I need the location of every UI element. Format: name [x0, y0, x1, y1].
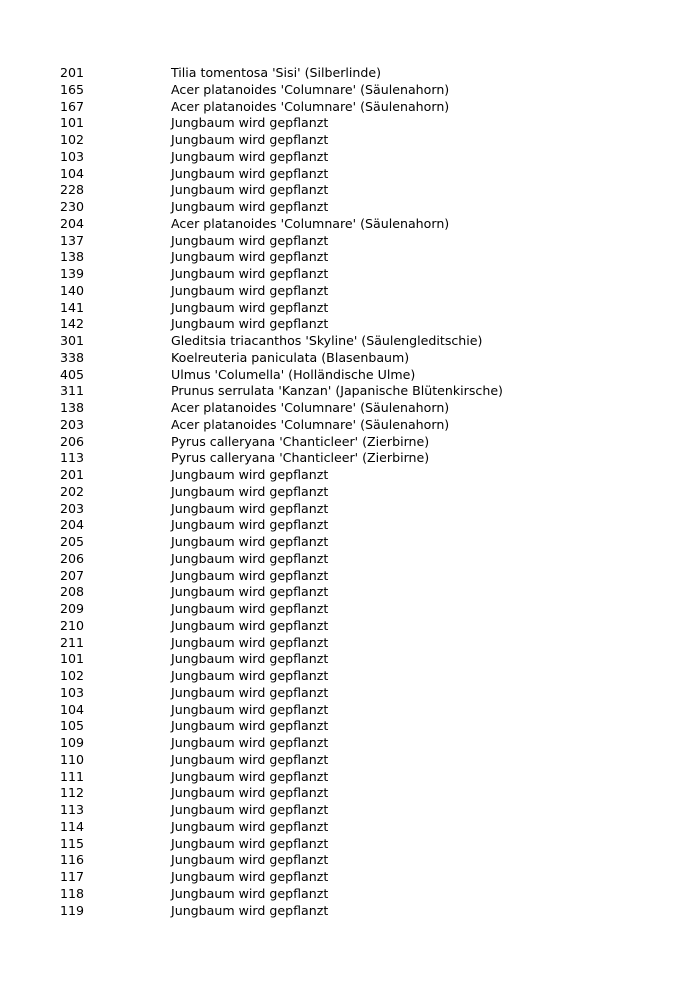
table-row: [60, 903, 503, 920]
tree-number: 206: [60, 433, 85, 449]
table-row: [60, 65, 503, 82]
tree-species: Jungbaum wird gepflanzt: [171, 651, 329, 667]
tree-number: 137: [60, 232, 85, 248]
tree-number: 109: [60, 735, 85, 750]
table-row: [60, 702, 503, 719]
table-row: [60, 400, 503, 417]
tree-number: 103: [60, 148, 85, 164]
table-row: [60, 417, 503, 434]
tree-number: 211: [60, 634, 85, 650]
tree-number: 208: [60, 584, 85, 600]
tree-number: 405: [60, 366, 85, 382]
tree-number: 204: [60, 215, 85, 231]
table-row: [60, 836, 503, 853]
tree-species: Jungbaum wird gepflanzt: [171, 299, 329, 315]
table-row: [60, 166, 503, 183]
table-row: [60, 300, 503, 317]
tree-species: Prunus serrulata 'Kanzan' (Japanische Blütenkirsche): [171, 383, 503, 399]
tree-list: [60, 65, 503, 919]
table-row: [60, 668, 503, 685]
table-row: [60, 249, 503, 266]
tree-species: Jungbaum wird gepflanzt: [171, 818, 329, 834]
tree-species: Jungbaum wird gepflanzt: [171, 534, 329, 549]
table-row: [60, 115, 503, 132]
tree-species: Acer platanoides 'Columnare' (Säulenahorn): [171, 81, 450, 97]
tree-species: Jungbaum wird gepflanzt: [171, 165, 329, 181]
tree-species: Jungbaum wird gepflanzt: [171, 802, 329, 817]
tree-species: Jungbaum wird gepflanzt: [171, 735, 329, 750]
tree-species: Jungbaum wird gepflanzt: [171, 634, 329, 650]
tree-species: Ulmus 'Columella' (Holländische Ulme): [171, 366, 416, 382]
tree-species: Koelreuteria paniculata (Blasenbaum): [171, 349, 410, 365]
table-row: [60, 752, 503, 769]
table-row: [60, 233, 503, 250]
table-row: [60, 517, 503, 534]
tree-species: Jungbaum wird gepflanzt: [171, 617, 329, 633]
tree-number: 138: [60, 400, 85, 415]
tree-number: 228: [60, 182, 85, 198]
tree-species: Jungbaum wird gepflanzt: [171, 132, 329, 147]
tree-species: Jungbaum wird gepflanzt: [171, 500, 329, 516]
tree-number: 102: [60, 132, 85, 147]
table-row: [60, 568, 503, 585]
tree-species: Jungbaum wird gepflanzt: [171, 483, 329, 499]
table-row: [60, 651, 503, 668]
tree-species: Jungbaum wird gepflanzt: [171, 668, 329, 683]
tree-number: 104: [60, 701, 85, 717]
tree-species: Jungbaum wird gepflanzt: [171, 902, 329, 918]
table-row: [60, 769, 503, 786]
tree-number: 209: [60, 601, 85, 616]
table-row: [60, 467, 503, 484]
tree-species: Pyrus calleryana 'Chanticleer' (Zierbirne): [171, 433, 430, 449]
tree-number: 104: [60, 165, 85, 181]
table-row: [60, 802, 503, 819]
tree-number: 141: [60, 299, 85, 315]
tree-number: 207: [60, 567, 85, 583]
table-row: [60, 266, 503, 283]
tree-number: 204: [60, 517, 85, 533]
tree-species: Jungbaum wird gepflanzt: [171, 282, 329, 298]
tree-species: Jungbaum wird gepflanzt: [171, 718, 329, 734]
tree-number: 202: [60, 483, 85, 499]
tree-number: 116: [60, 852, 85, 868]
tree-number: 301: [60, 333, 85, 348]
table-row: [60, 718, 503, 735]
tree-species: Tilia tomentosa 'Sisi' (Silberlinde): [171, 65, 382, 80]
tree-species: Jungbaum wird gepflanzt: [171, 751, 329, 767]
tree-number: 138: [60, 249, 85, 265]
table-row: [60, 635, 503, 652]
tree-species: Acer platanoides 'Columnare' (Säulenahorn): [171, 98, 450, 114]
table-row: [60, 618, 503, 635]
tree-species: Jungbaum wird gepflanzt: [171, 885, 329, 901]
tree-number: 119: [60, 902, 85, 918]
tree-number: 112: [60, 785, 85, 801]
tree-species: Acer platanoides 'Columnare' (Säulenahorn): [171, 400, 450, 415]
tree-species: Jungbaum wird gepflanzt: [171, 550, 329, 566]
tree-number: 115: [60, 835, 85, 851]
tree-number: 113: [60, 450, 85, 466]
tree-number: 101: [60, 115, 85, 131]
tree-species: Jungbaum wird gepflanzt: [171, 266, 329, 281]
tree-number: 110: [60, 751, 85, 767]
table-row: [60, 216, 503, 233]
tree-species: Jungbaum wird gepflanzt: [171, 869, 329, 884]
tree-species: Jungbaum wird gepflanzt: [171, 249, 329, 265]
tree-species: Jungbaum wird gepflanzt: [171, 467, 329, 482]
tree-species: Acer platanoides 'Columnare' (Säulenahorn): [171, 215, 450, 231]
tree-number: 139: [60, 266, 85, 281]
table-row: [60, 383, 503, 400]
tree-number: 117: [60, 869, 85, 884]
table-row: [60, 534, 503, 551]
table-row: [60, 785, 503, 802]
tree-number: 167: [60, 98, 85, 114]
tree-species: Jungbaum wird gepflanzt: [171, 835, 329, 851]
table-row: [60, 350, 503, 367]
tree-number: 205: [60, 534, 85, 549]
table-row: [60, 601, 503, 618]
table-row: [60, 685, 503, 702]
table-row: [60, 149, 503, 166]
tree-species: Jungbaum wird gepflanzt: [171, 701, 329, 717]
table-row: [60, 484, 503, 501]
tree-species: Pyrus calleryana 'Chanticleer' (Zierbirne): [171, 450, 430, 466]
tree-number: 338: [60, 349, 85, 365]
table-row: [60, 99, 503, 116]
tree-number: 111: [60, 768, 85, 784]
table-row: [60, 501, 503, 518]
table-row: [60, 819, 503, 836]
tree-species: Jungbaum wird gepflanzt: [171, 601, 329, 616]
tree-species: Jungbaum wird gepflanzt: [171, 115, 329, 131]
table-row: [60, 551, 503, 568]
tree-species: Jungbaum wird gepflanzt: [171, 148, 329, 164]
table-row: [60, 869, 503, 886]
tree-species: Jungbaum wird gepflanzt: [171, 684, 329, 700]
tree-number: 103: [60, 684, 85, 700]
tree-species: Jungbaum wird gepflanzt: [171, 199, 329, 214]
tree-number: 201: [60, 467, 85, 482]
tree-number: 118: [60, 885, 85, 901]
tree-species: Jungbaum wird gepflanzt: [171, 316, 329, 332]
table-row: [60, 182, 503, 199]
tree-number: 114: [60, 818, 85, 834]
tree-number: 102: [60, 668, 85, 683]
table-row: [60, 132, 503, 149]
tree-species: Jungbaum wird gepflanzt: [171, 567, 329, 583]
table-row: [60, 199, 503, 216]
tree-number: 311: [60, 383, 85, 399]
tree-species: Jungbaum wird gepflanzt: [171, 768, 329, 784]
table-row: [60, 367, 503, 384]
tree-number: 113: [60, 802, 85, 817]
table-row: [60, 852, 503, 869]
tree-number: 201: [60, 65, 85, 80]
table-row: [60, 886, 503, 903]
tree-species: Jungbaum wird gepflanzt: [171, 517, 329, 533]
table-row: [60, 283, 503, 300]
tree-number: 105: [60, 718, 85, 734]
table-row: [60, 450, 503, 467]
tree-number: 203: [60, 500, 85, 516]
table-row: [60, 434, 503, 451]
tree-species: Acer platanoides 'Columnare' (Säulenahorn): [171, 416, 450, 432]
tree-number: 203: [60, 416, 85, 432]
tree-species: Jungbaum wird gepflanzt: [171, 232, 329, 248]
tree-number: 230: [60, 199, 85, 214]
table-row: [60, 735, 503, 752]
tree-species: Gleditsia triacanthos 'Skyline' (Säulengleditschie): [171, 333, 483, 348]
table-row: [60, 316, 503, 333]
tree-number: 142: [60, 316, 85, 332]
tree-number: 101: [60, 651, 85, 667]
tree-number: 210: [60, 617, 85, 633]
table-row: [60, 333, 503, 350]
tree-number: 206: [60, 550, 85, 566]
table-row: [60, 82, 503, 99]
tree-species: Jungbaum wird gepflanzt: [171, 785, 329, 801]
tree-species: Jungbaum wird gepflanzt: [171, 584, 329, 600]
tree-number: 165: [60, 81, 85, 97]
table-row: [60, 584, 503, 601]
tree-species: Jungbaum wird gepflanzt: [171, 852, 329, 868]
tree-number: 140: [60, 282, 85, 298]
tree-species: Jungbaum wird gepflanzt: [171, 182, 329, 198]
